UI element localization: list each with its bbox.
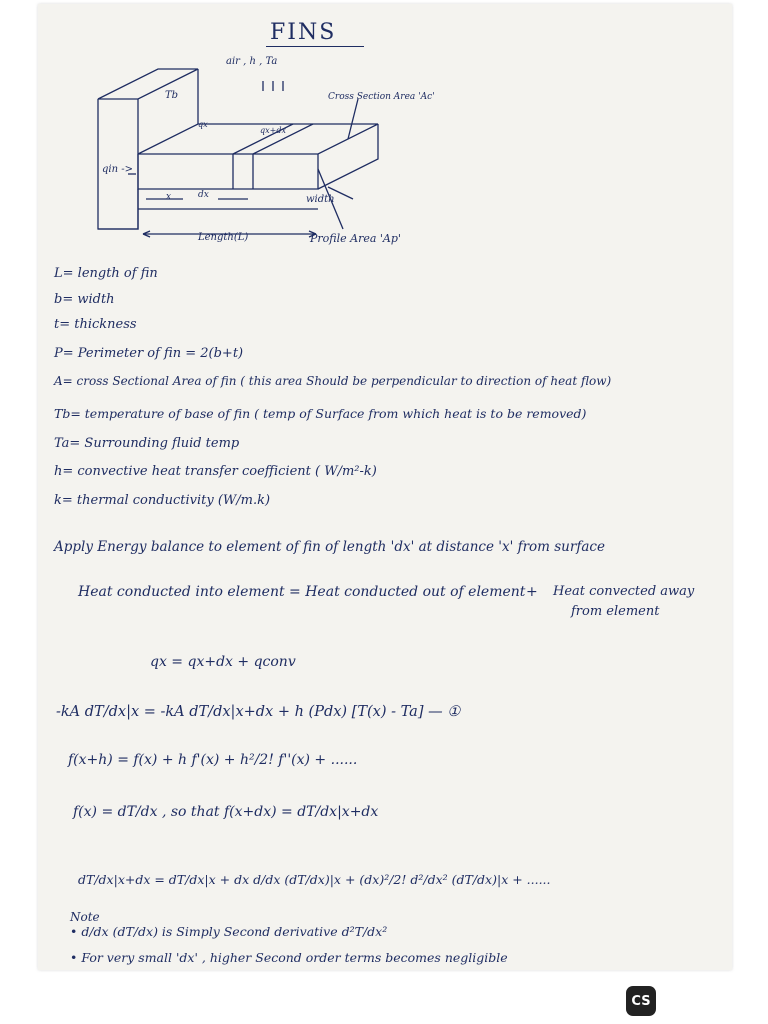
word-eq-plus: + <box>526 584 538 600</box>
note-heading: Note <box>70 910 100 924</box>
dx-label: dx <box>198 190 209 200</box>
profile-area-label: Profile Area 'Ap' <box>310 232 401 245</box>
x-label: x <box>166 192 172 202</box>
camscanner-logo: CS <box>626 986 656 1016</box>
def-width: b= width <box>54 292 115 307</box>
def-length: L= length of fin <box>54 266 158 281</box>
width-label: width <box>306 194 335 205</box>
def-k: k= thermal conductivity (W/m.k) <box>54 493 271 508</box>
word-eq-right-1: Heat convected away <box>553 584 695 599</box>
word-eq-left: Heat conducted into element = Heat conducted out of element <box>78 584 526 600</box>
def-thickness: t= thickness <box>54 317 137 332</box>
substitution: f(x) = dT/dx , so that f(x+dx) = dT/dx|x+dx <box>73 804 379 820</box>
def-base-temp: Tb= temperature of base of fin ( temp of Surface from which heat is to be removed) <box>54 406 587 421</box>
page-title: FINS <box>270 20 337 45</box>
expansion: dT/dx|x+dx = dT/dx|x + dx d/dx (dT/dx)|x + (dx)²/2! d²/dx² (dT/dx)|x + ...... <box>78 872 551 887</box>
def-h: h= convective heat transfer coefficient ( W/m²-k) <box>54 464 377 479</box>
equation-1: -kA dT/dx|x = -kA dT/dx|x+dx + h (Pdx) [T(x) - Ta] — ① <box>56 704 461 720</box>
def-perimeter: P= Perimeter of fin = 2(b+t) <box>54 346 244 361</box>
def-area: A= cross Sectional Area of fin ( this area Should be perpendicular to direction of heat flow) <box>54 374 612 388</box>
note-2: • For very small 'dx' , higher Second order terms becomes negligible <box>70 950 508 965</box>
cross-section-label: Cross Section Area 'Ac' <box>328 92 435 102</box>
qxdx-label: qx+dx <box>260 126 286 135</box>
taylor-series: f(x+h) = f(x) + h f'(x) + h²/2! f''(x) + ...... <box>68 752 358 768</box>
symbol-equation: qx = qx+dx + qconv <box>150 654 296 670</box>
note-1: • d/dx (dT/dx) is Simply Second derivative d²T/dx² <box>70 924 388 939</box>
qx-label: qx <box>198 120 208 129</box>
word-eq-right-2: from element <box>571 604 660 619</box>
air-label: air , h , Ta <box>226 56 278 67</box>
qin-label: qin -> <box>102 164 133 175</box>
length-label: Length(L) <box>198 232 249 243</box>
title-underline <box>266 46 364 47</box>
energy-balance-intro: Apply Energy balance to element of fin of length 'dx' at distance 'x' from surface <box>54 539 605 555</box>
tb-label: Tb <box>165 90 179 101</box>
def-fluid-temp: Ta= Surrounding fluid temp <box>54 436 240 451</box>
notebook-page <box>38 4 732 970</box>
fin-diagram <box>88 59 508 259</box>
